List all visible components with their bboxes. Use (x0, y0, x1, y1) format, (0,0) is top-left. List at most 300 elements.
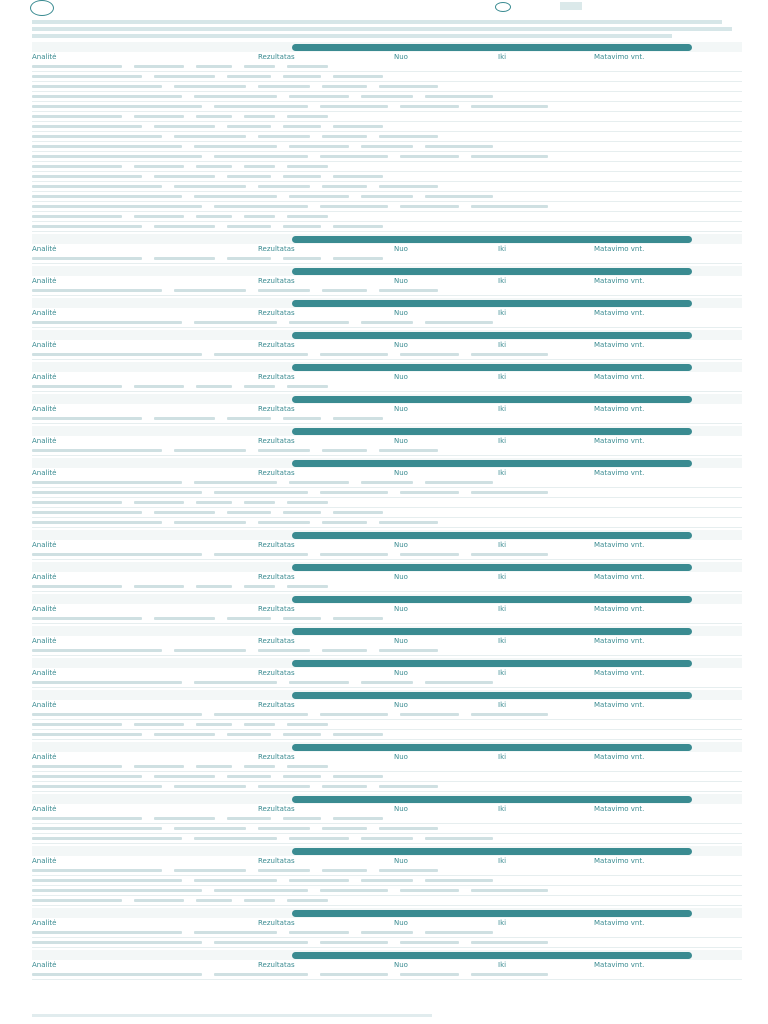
table-cell (333, 417, 383, 420)
table-cell (379, 185, 438, 188)
column-header: Nuo (394, 857, 408, 865)
result-section (32, 908, 742, 948)
column-header: Analitė (32, 805, 57, 813)
table-cell (400, 973, 460, 976)
table-cell (258, 135, 310, 138)
table-cell (244, 899, 276, 902)
table-cell (32, 869, 162, 872)
table-cell (214, 713, 308, 716)
table-row (32, 834, 742, 844)
column-header: Nuo (394, 469, 408, 477)
table-cell (361, 837, 414, 840)
table-cell (134, 723, 184, 726)
table-row (32, 710, 742, 720)
table-cell (425, 837, 493, 840)
table-cell (471, 353, 548, 356)
table-row (32, 62, 742, 72)
table-cell (379, 521, 438, 524)
table-row (32, 970, 742, 980)
table-cell (194, 195, 277, 198)
result-section (32, 266, 742, 296)
table-cell (400, 889, 460, 892)
table-cell (32, 165, 122, 168)
table-cell (32, 353, 202, 356)
table-cell (425, 481, 493, 484)
column-header: Nuo (394, 637, 408, 645)
table-cell (289, 145, 349, 148)
table-row (32, 886, 742, 896)
section-toggle-button[interactable] (292, 848, 692, 855)
table-cell (32, 115, 122, 118)
table-cell (196, 115, 232, 118)
menu-button[interactable] (560, 2, 582, 10)
section-header (32, 458, 742, 468)
section-toggle-button[interactable] (292, 596, 692, 603)
section-header (32, 234, 742, 244)
result-section (32, 626, 742, 656)
section-toggle-button[interactable] (292, 692, 692, 699)
table-cell (154, 817, 215, 820)
table-row (32, 112, 742, 122)
table-cell (379, 785, 438, 788)
column-header: Analitė (32, 541, 57, 549)
section-toggle-button[interactable] (292, 660, 692, 667)
table-cell (287, 585, 328, 588)
table-cell (174, 135, 246, 138)
table-cell (322, 785, 368, 788)
column-header: Iki (498, 573, 507, 581)
table-row (32, 896, 742, 906)
section-toggle-button[interactable] (292, 628, 692, 635)
table-row (32, 192, 742, 202)
table-cell (258, 869, 310, 872)
table-cell (322, 135, 368, 138)
section-header (32, 690, 742, 700)
table-cell (32, 899, 122, 902)
table-cell (174, 649, 246, 652)
column-header: Nuo (394, 805, 408, 813)
result-section (32, 426, 742, 456)
column-headers (32, 404, 742, 414)
table-cell (227, 511, 271, 514)
table-cell (154, 225, 215, 228)
table-cell (471, 713, 548, 716)
table-cell (32, 785, 162, 788)
table-cell (471, 973, 548, 976)
column-header: Analitė (32, 309, 57, 317)
table-row (32, 382, 742, 392)
table-row (32, 122, 742, 132)
result-section (32, 658, 742, 688)
table-row (32, 646, 742, 656)
section-toggle-button[interactable] (292, 564, 692, 571)
column-headers (32, 918, 742, 928)
section-toggle-button[interactable] (292, 460, 692, 467)
table-cell (320, 973, 388, 976)
table-row (32, 318, 742, 328)
column-headers (32, 340, 742, 350)
column-header: Matavimo vnt. (594, 669, 645, 677)
column-headers (32, 604, 742, 614)
table-cell (322, 649, 368, 652)
column-header: Matavimo vnt. (594, 277, 645, 285)
section-header (32, 42, 742, 52)
table-cell (425, 931, 493, 934)
column-header: Nuo (394, 341, 408, 349)
table-cell (320, 353, 388, 356)
table-cell (154, 775, 215, 778)
column-header: Nuo (394, 277, 408, 285)
table-cell (194, 95, 277, 98)
table-cell (154, 733, 215, 736)
table-cell (287, 165, 328, 168)
table-cell (320, 491, 388, 494)
column-headers (32, 372, 742, 382)
table-row (32, 254, 742, 264)
table-cell (32, 491, 202, 494)
table-cell (400, 205, 460, 208)
table-cell (32, 617, 142, 620)
table-cell (289, 481, 349, 484)
table-cell (214, 553, 308, 556)
table-cell (196, 899, 232, 902)
table-cell (320, 205, 388, 208)
table-cell (258, 827, 310, 830)
table-cell (379, 289, 438, 292)
table-cell (32, 775, 142, 778)
column-header: Matavimo vnt. (594, 805, 645, 813)
table-cell (244, 115, 276, 118)
table-row (32, 928, 742, 938)
column-headers (32, 668, 742, 678)
section-toggle-button[interactable] (292, 268, 692, 275)
table-cell (196, 585, 232, 588)
table-row (32, 92, 742, 102)
table-cell (194, 481, 277, 484)
table-cell (320, 155, 388, 158)
intro-text (32, 20, 742, 41)
table-cell (287, 215, 328, 218)
table-cell (32, 289, 162, 292)
table-cell (134, 215, 184, 218)
column-header: Analitė (32, 277, 57, 285)
table-cell (379, 869, 438, 872)
table-cell (32, 713, 202, 716)
column-header: Nuo (394, 245, 408, 253)
table-cell (32, 85, 162, 88)
table-cell (333, 817, 383, 820)
column-headers (32, 540, 742, 550)
table-cell (320, 553, 388, 556)
table-cell (361, 879, 414, 882)
column-header: Iki (498, 753, 507, 761)
table-cell (400, 353, 460, 356)
table-cell (227, 175, 271, 178)
table-row (32, 720, 742, 730)
column-header: Analitė (32, 341, 57, 349)
table-row (32, 762, 742, 772)
table-cell (244, 765, 276, 768)
table-row (32, 162, 742, 172)
table-cell (32, 585, 122, 588)
table-cell (214, 889, 308, 892)
column-header: Rezultatas (258, 245, 295, 253)
table-cell (227, 225, 271, 228)
section-toggle-button[interactable] (292, 396, 692, 403)
section-toggle-button[interactable] (292, 44, 692, 51)
table-cell (174, 869, 246, 872)
column-header: Rezultatas (258, 309, 295, 317)
column-headers (32, 308, 742, 318)
column-header: Analitė (32, 437, 57, 445)
table-row (32, 286, 742, 296)
result-section (32, 742, 742, 792)
section-header (32, 426, 742, 436)
table-cell (32, 257, 142, 260)
result-section (32, 846, 742, 906)
column-header: Matavimo vnt. (594, 573, 645, 581)
column-header: Nuo (394, 605, 408, 613)
table-cell (32, 449, 162, 452)
result-section (32, 42, 742, 232)
table-cell (214, 353, 308, 356)
table-cell (154, 617, 215, 620)
table-cell (134, 165, 184, 168)
table-row (32, 350, 742, 360)
section-toggle-button[interactable] (292, 910, 692, 917)
column-header: Analitė (32, 701, 57, 709)
table-cell (425, 321, 493, 324)
table-cell (283, 733, 322, 736)
column-header: Matavimo vnt. (594, 309, 645, 317)
result-section (32, 562, 742, 592)
table-cell (32, 215, 122, 218)
table-cell (333, 733, 383, 736)
table-cell (32, 837, 182, 840)
section-header (32, 846, 742, 856)
table-cell (361, 145, 414, 148)
table-cell (174, 85, 246, 88)
table-row (32, 82, 742, 92)
table-cell (320, 941, 388, 944)
section-header (32, 530, 742, 540)
column-header: Matavimo vnt. (594, 53, 645, 61)
table-cell (134, 585, 184, 588)
table-cell (333, 75, 383, 78)
column-header: Matavimo vnt. (594, 437, 645, 445)
column-headers (32, 856, 742, 866)
column-header: Nuo (394, 919, 408, 927)
column-header: Iki (498, 961, 507, 969)
table-row (32, 730, 742, 740)
table-cell (400, 713, 460, 716)
table-cell (32, 125, 142, 128)
table-row (32, 182, 742, 192)
column-header: Nuo (394, 961, 408, 969)
table-row (32, 824, 742, 834)
column-headers (32, 700, 742, 710)
table-row (32, 202, 742, 212)
column-header: Nuo (394, 573, 408, 581)
table-row (32, 152, 742, 162)
column-header: Analitė (32, 669, 57, 677)
column-header: Matavimo vnt. (594, 919, 645, 927)
column-header: Nuo (394, 541, 408, 549)
result-section (32, 234, 742, 264)
table-cell (32, 941, 202, 944)
result-section (32, 298, 742, 328)
column-header: Analitė (32, 857, 57, 865)
column-header: Matavimo vnt. (594, 605, 645, 613)
table-cell (134, 385, 184, 388)
table-cell (32, 765, 122, 768)
table-cell (32, 225, 142, 228)
result-section (32, 362, 742, 392)
table-cell (287, 115, 328, 118)
table-cell (400, 941, 460, 944)
section-header (32, 742, 742, 752)
section-toggle-button[interactable] (292, 332, 692, 339)
column-header: Iki (498, 53, 507, 61)
column-header: Iki (498, 469, 507, 477)
search-icon[interactable] (495, 2, 511, 12)
table-row (32, 518, 742, 528)
table-cell (244, 65, 276, 68)
table-cell (174, 185, 246, 188)
table-cell (32, 205, 202, 208)
table-cell (425, 95, 493, 98)
section-toggle-button[interactable] (292, 428, 692, 435)
table-row (32, 478, 742, 488)
column-header: Analitė (32, 605, 57, 613)
table-row (32, 582, 742, 592)
table-cell (32, 681, 182, 684)
column-header: Rezultatas (258, 541, 295, 549)
table-cell (244, 385, 276, 388)
section-toggle-button[interactable] (292, 952, 692, 959)
table-cell (227, 817, 271, 820)
table-cell (400, 491, 460, 494)
table-cell (333, 175, 383, 178)
section-toggle-button[interactable] (292, 300, 692, 307)
table-cell (289, 879, 349, 882)
column-header: Nuo (394, 437, 408, 445)
table-cell (227, 417, 271, 420)
table-cell (322, 827, 368, 830)
logo[interactable] (30, 0, 60, 16)
section-toggle-button[interactable] (292, 796, 692, 803)
column-headers (32, 276, 742, 286)
table-cell (283, 75, 322, 78)
column-header: Nuo (394, 373, 408, 381)
table-cell (425, 681, 493, 684)
table-cell (361, 681, 414, 684)
table-cell (283, 125, 322, 128)
table-cell (400, 155, 460, 158)
section-toggle-button[interactable] (292, 532, 692, 539)
table-cell (320, 713, 388, 716)
table-cell (32, 185, 162, 188)
table-cell (154, 257, 215, 260)
section-toggle-button[interactable] (292, 744, 692, 751)
table-cell (287, 899, 328, 902)
table-cell (174, 289, 246, 292)
table-row (32, 508, 742, 518)
table-cell (32, 723, 122, 726)
table-cell (32, 65, 122, 68)
table-cell (333, 775, 383, 778)
section-toggle-button[interactable] (292, 236, 692, 243)
column-header: Iki (498, 805, 507, 813)
section-toggle-button[interactable] (292, 364, 692, 371)
table-cell (471, 491, 548, 494)
section-header (32, 330, 742, 340)
column-header: Matavimo vnt. (594, 753, 645, 761)
table-cell (32, 511, 142, 514)
intro-line (32, 20, 722, 24)
table-cell (320, 105, 388, 108)
column-header: Iki (498, 701, 507, 709)
table-cell (471, 889, 548, 892)
column-header: Matavimo vnt. (594, 341, 645, 349)
footer-text (32, 1014, 432, 1017)
table-cell (289, 681, 349, 684)
column-header: Iki (498, 541, 507, 549)
table-cell (333, 617, 383, 620)
table-row (32, 678, 742, 688)
table-row (32, 498, 742, 508)
column-header: Iki (498, 405, 507, 413)
column-header: Matavimo vnt. (594, 245, 645, 253)
column-header: Rezultatas (258, 701, 295, 709)
table-row (32, 550, 742, 560)
column-header: Analitė (32, 753, 57, 761)
table-cell (32, 145, 182, 148)
table-cell (32, 973, 202, 976)
table-cell (400, 553, 460, 556)
table-cell (379, 135, 438, 138)
table-cell (134, 65, 184, 68)
table-cell (258, 449, 310, 452)
table-cell (361, 481, 414, 484)
column-header: Nuo (394, 669, 408, 677)
intro-line (32, 27, 732, 31)
table-cell (283, 175, 322, 178)
table-cell (194, 145, 277, 148)
table-cell (283, 257, 322, 260)
column-header: Rezultatas (258, 277, 295, 285)
table-cell (361, 931, 414, 934)
table-cell (214, 105, 308, 108)
table-cell (379, 85, 438, 88)
column-header: Analitė (32, 919, 57, 927)
table-cell (154, 511, 215, 514)
table-cell (32, 385, 122, 388)
table-cell (214, 155, 308, 158)
table-cell (333, 225, 383, 228)
table-cell (194, 931, 277, 934)
table-row (32, 212, 742, 222)
table-cell (214, 491, 308, 494)
table-row (32, 814, 742, 824)
table-cell (174, 449, 246, 452)
table-cell (400, 105, 460, 108)
table-cell (194, 837, 277, 840)
column-header: Nuo (394, 753, 408, 761)
column-header: Iki (498, 919, 507, 927)
column-header: Iki (498, 245, 507, 253)
result-section (32, 950, 742, 980)
